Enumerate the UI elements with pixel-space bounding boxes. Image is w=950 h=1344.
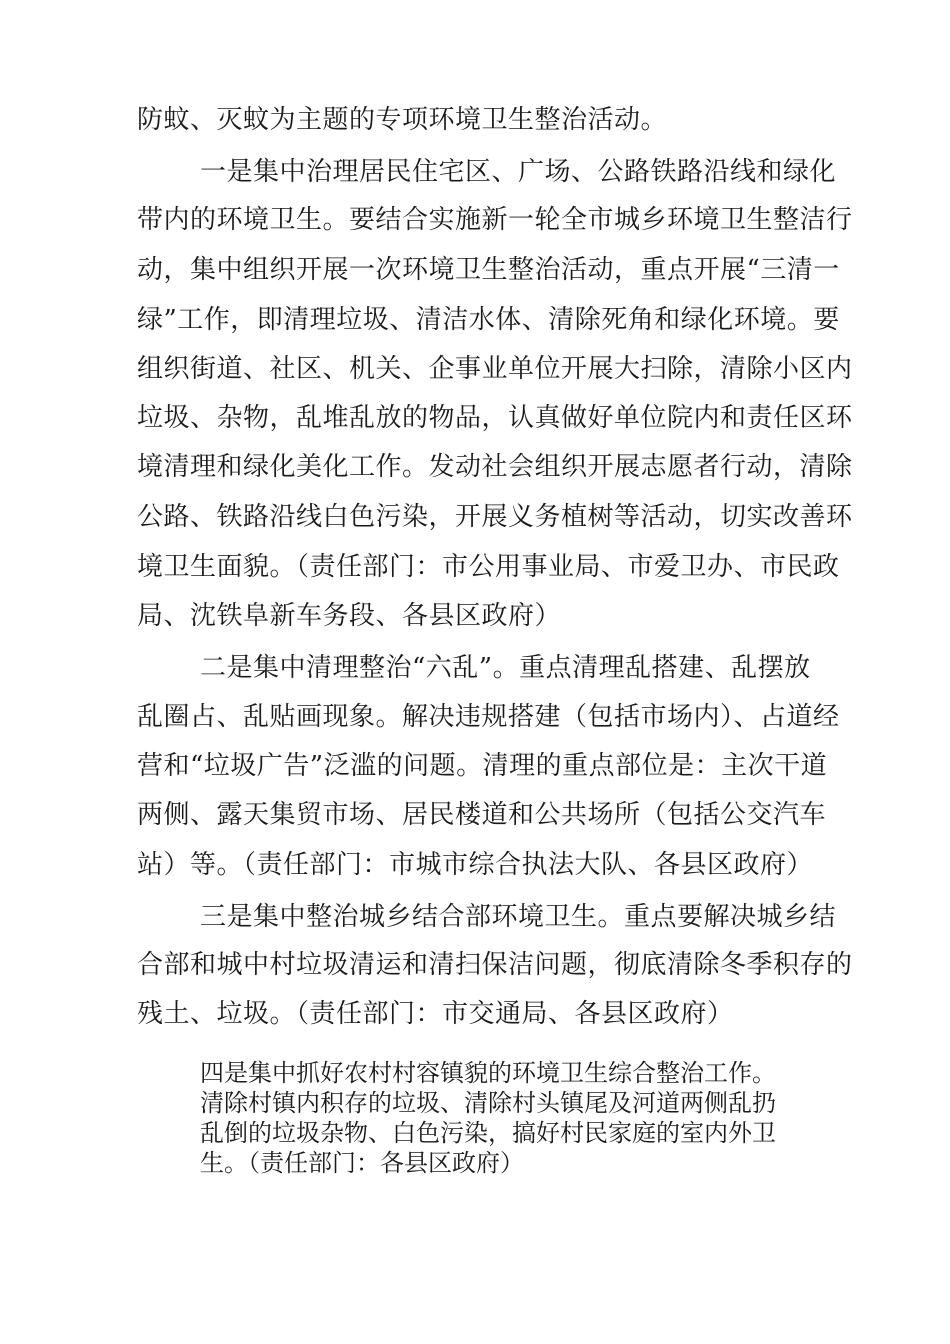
section3-line: 合部和城中村垃圾清运和清扫保洁问题，彻底清除冬季积存的 — [137, 950, 853, 980]
section1-line: 垃圾、杂物，乱堆乱放的物品，认真做好单位院内和责任区环 — [137, 403, 853, 433]
section2-line: 乱圈占、乱贴画现象。解决违规搭建（包括市场内）、占道经 — [137, 702, 840, 732]
section1-line: 境清理和绿化美化工作。发动社会组织开展志愿者行动，清除 — [137, 452, 853, 482]
section1-line: 公路、铁路沿线白色污染，开展义务植树等活动，切实改善环 — [137, 502, 853, 532]
section4-line: 生。（责任部门：各县区政府） — [200, 1149, 524, 1177]
section1-line: 一是集中治理居民住宅区、广场、公路铁路沿线和绿化 — [200, 157, 837, 187]
section1-line: 绿”工作，即清理垃圾、清洁水体、清除死角和绿化环境。要 — [137, 305, 840, 335]
section1-line: 局、沈铁阜新车务段、各县区政府） — [137, 601, 562, 631]
section1-line: 境卫生面貌。（责任部门：市公用事业局、市爱卫办、市民政 — [137, 552, 840, 582]
section1-line: 组织街道、社区、机关、企事业单位开展大扫除，清除小区内 — [137, 354, 853, 384]
section4-line: 乱倒的垃圾杂物、白色污染，搞好村民家庭的室内外卫 — [200, 1119, 776, 1147]
intro-line: 防蚊、灭蚊为主题的专项环境卫生整治活动。 — [137, 105, 668, 135]
section3-line: 三是集中整治城乡结合部环境卫生。重点要解决城乡结 — [200, 902, 837, 932]
section3-line: 残土、垃圾。（责任部门：市交通局、各县区政府） — [137, 999, 734, 1029]
section2-line: 二是集中清理整治“六乱”。重点清理乱搭建、乱摆放 — [200, 653, 811, 683]
section1-line: 带内的环境卫生。要结合实施新一轮全市城乡环境卫生整洁行 — [137, 205, 853, 235]
section4-line: 四是集中抓好农村村容镇貌的环境卫生综合整治工作。 — [200, 1059, 776, 1087]
section2-line: 两侧、露天集贸市场、居民楼道和公共场所（包括公交汽车 — [137, 800, 827, 830]
section4-line: 清除村镇内积存的垃圾、清除村头镇尾及河道两侧乱扔 — [200, 1089, 776, 1117]
section2-line: 营和“垃圾广告”泛滥的问题。清理的重点部位是：主次干道 — [137, 751, 828, 781]
section2-line: 站）等。（责任部门：市城市综合执法大队、各县区政府） — [137, 850, 814, 880]
section1-line: 动，集中组织开展一次环境卫生整治活动，重点开展“三清一 — [137, 255, 840, 285]
